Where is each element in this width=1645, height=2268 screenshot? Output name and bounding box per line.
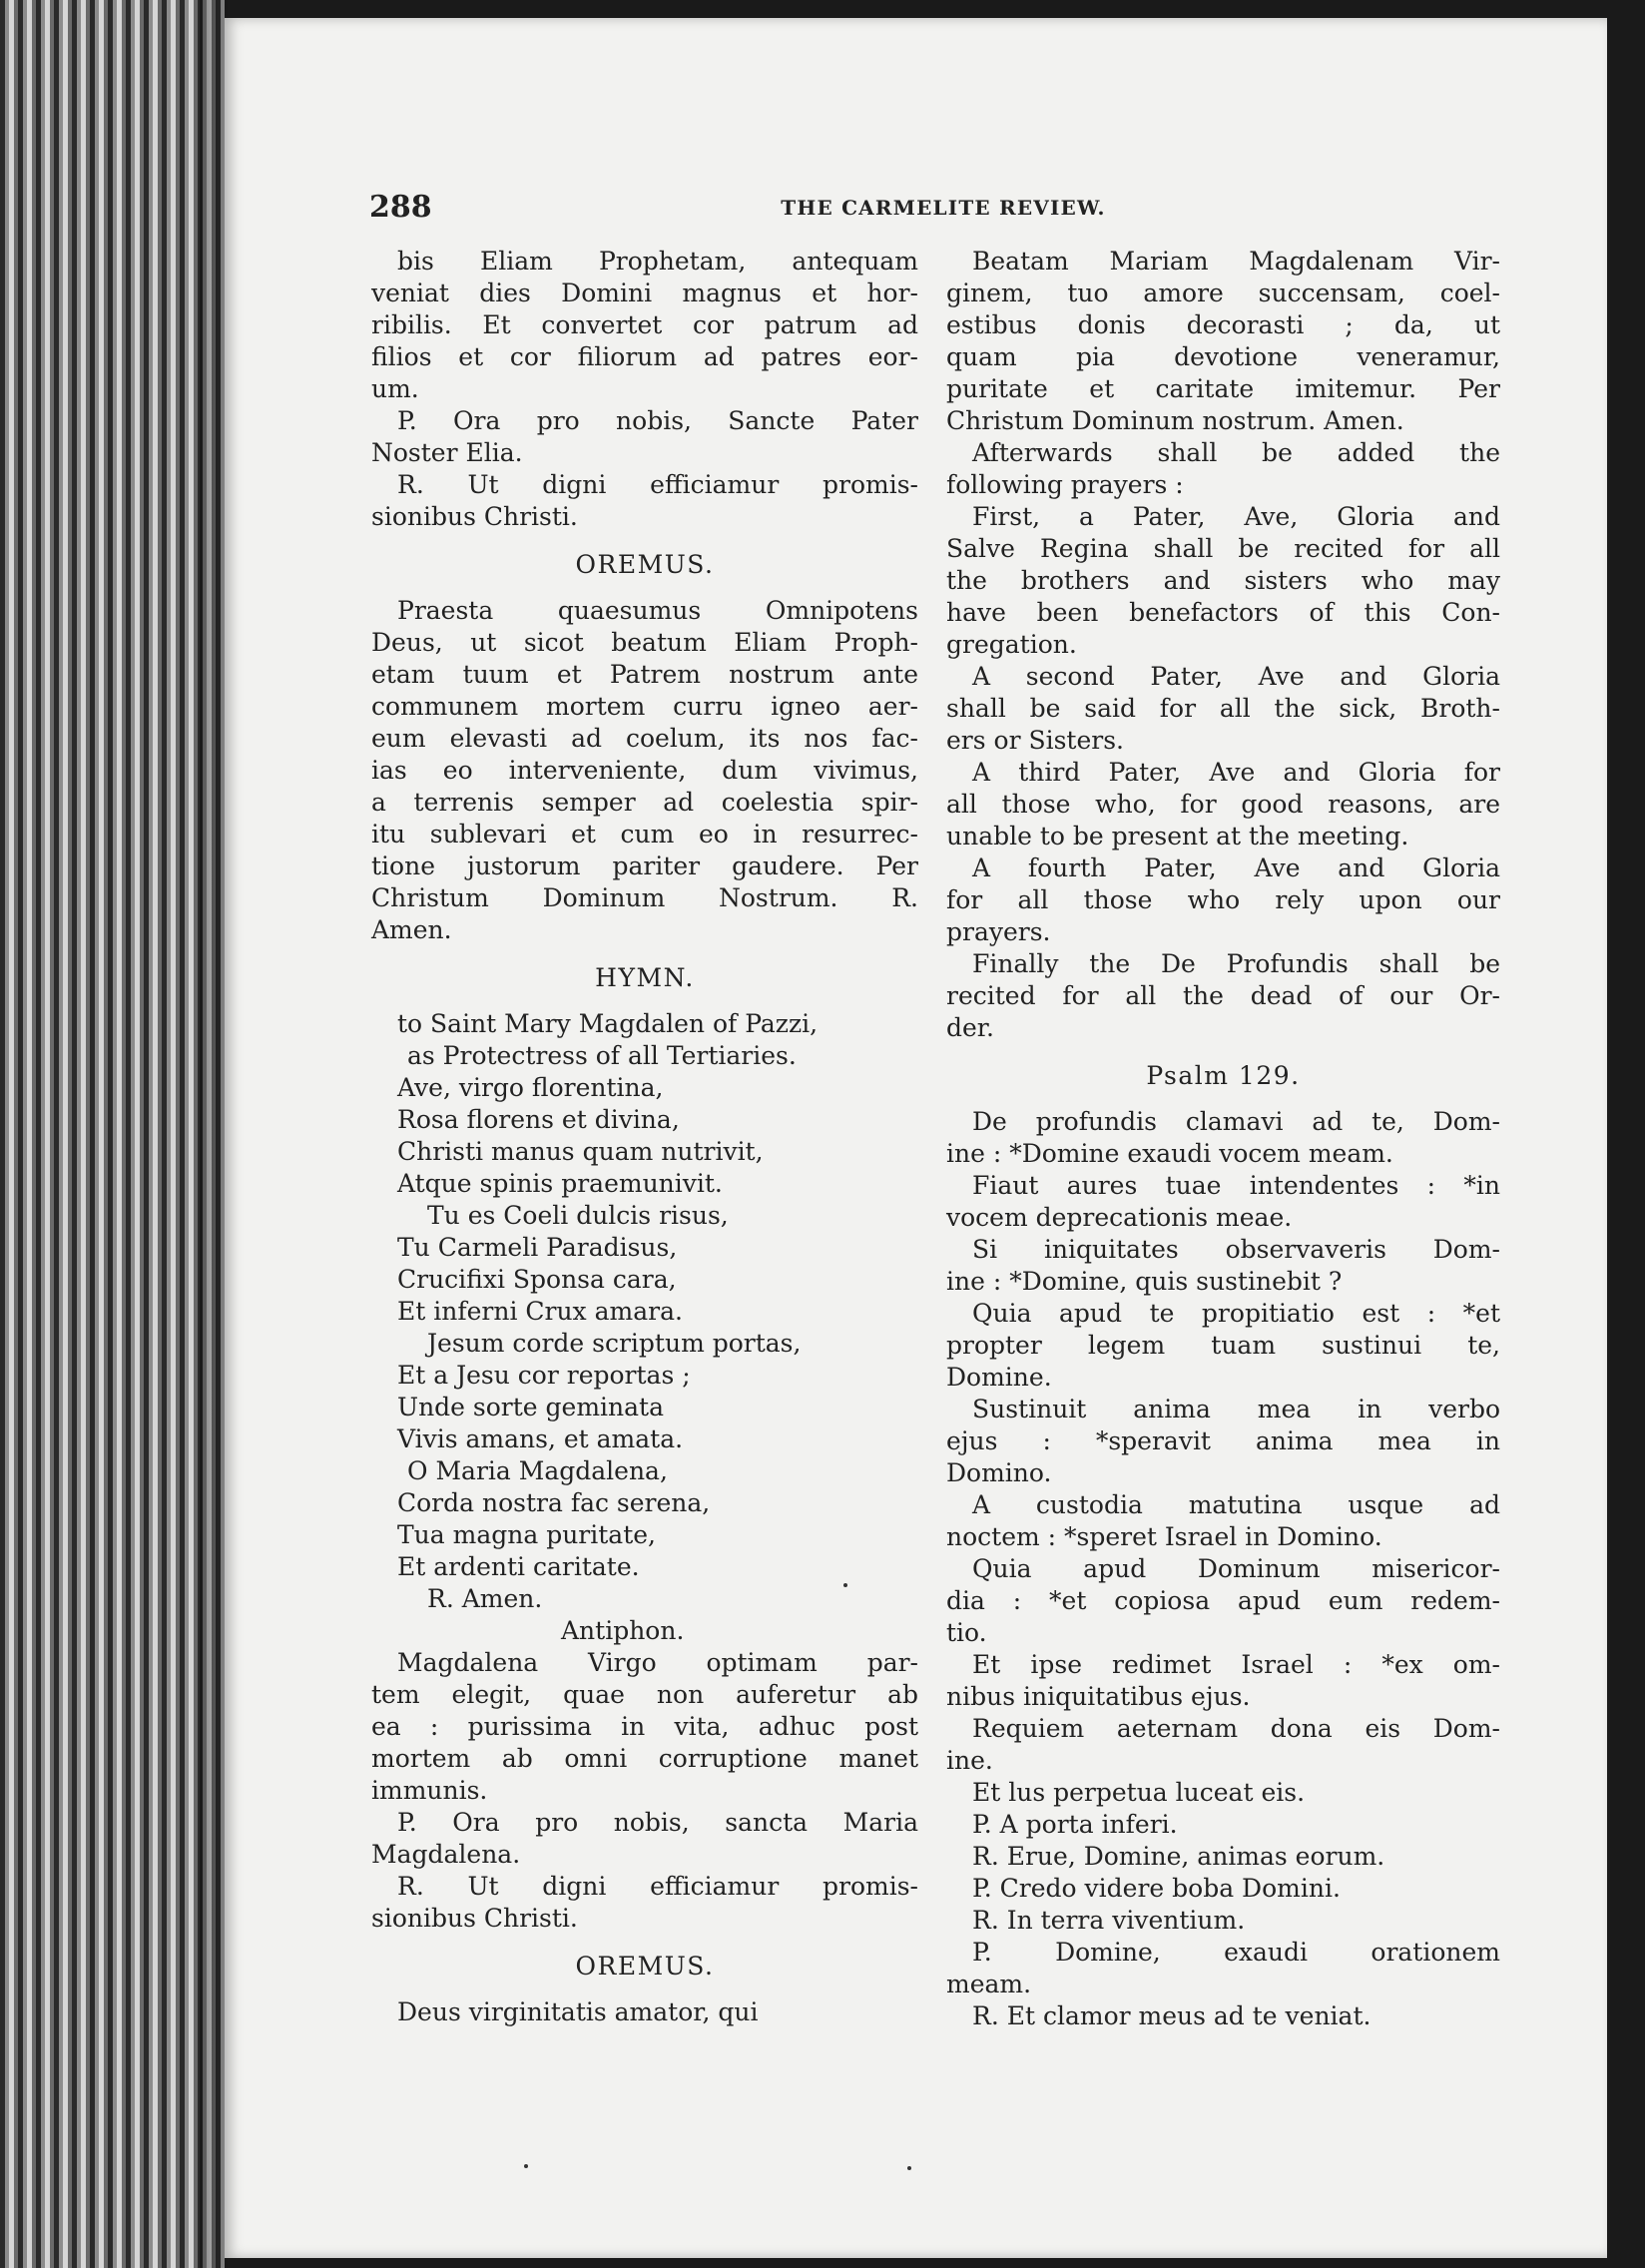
- text-line: ias eo interveniente, dum vivimus,: [371, 756, 918, 785]
- text-line: R. Ut digni efficiamur promis-: [397, 1872, 918, 1901]
- speck-mark: [524, 2164, 528, 2168]
- text-line: dia : *et copiosa apud eum redem-: [946, 1586, 1500, 1615]
- text-line: Finally the De Profundis shall be: [972, 949, 1500, 978]
- text-line: puritate et caritate imitemur. Per: [946, 374, 1500, 403]
- book-page: [225, 18, 1607, 2258]
- speck-mark: [843, 1583, 847, 1587]
- verse-line: Jesum corde scriptum portas,: [427, 1329, 802, 1358]
- text-line: A fourth Pater, Ave and Gloria: [972, 853, 1500, 882]
- text-line: Deus virginitatis amator, qui: [397, 1997, 759, 2026]
- text-line: vocem deprecationis meae.: [946, 1203, 1293, 1232]
- paragraph: [371, 1996, 918, 2028]
- text-line: Et ipse redimet Israel : *ex om-: [972, 1650, 1500, 1679]
- text-line: ejus : *speravit anima mea in: [946, 1426, 1500, 1455]
- text-line: Salve Regina shall be recited for all: [946, 534, 1500, 563]
- paragraph: [371, 1647, 918, 1807]
- text-line: R. Ut digni efficiamur promis-: [397, 470, 918, 499]
- text-line: sionibus Christi.: [371, 502, 578, 531]
- text-line: propter legem tuam sustinui te,: [946, 1331, 1500, 1360]
- text-line: quam pia devotione veneramur,: [946, 342, 1500, 371]
- text-line: etam tuum et Patrem nostrum ante: [371, 660, 918, 689]
- paragraph: [371, 1807, 918, 1871]
- text-line: Amen.: [371, 915, 452, 944]
- text-line: a terrenis semper ad coelestia spir-: [371, 788, 918, 817]
- text-line: bis Eliam Prophetam, antequam: [397, 247, 918, 276]
- paragraph: [946, 852, 1500, 948]
- paragraph: [371, 405, 918, 469]
- text-line: meam.: [946, 1970, 1032, 1998]
- text-line: P. Ora pro nobis, Sancte Pater: [397, 406, 918, 435]
- text-line: Fiaut aures tuae intendentes : *in: [972, 1171, 1500, 1200]
- paragraph: [371, 246, 918, 405]
- text-line: for all those who rely upon our: [946, 885, 1500, 914]
- paragraph: [946, 661, 1500, 757]
- paragraph: [946, 1937, 1500, 2000]
- text-line: tio.: [946, 1618, 987, 1647]
- text-line: gregation.: [946, 630, 1077, 659]
- text-line: P. Credo videre boba Domini.: [972, 1874, 1341, 1903]
- text-line: Quia apud te propitiatio est : *et: [972, 1299, 1500, 1328]
- text-line: have been benefactors of this Con-: [946, 598, 1500, 627]
- text-line: shall be said for all the sick, Broth-: [946, 694, 1500, 723]
- text-line: Magdalena.: [371, 1840, 521, 1869]
- text-line: R. Erue, Domine, animas eorum.: [972, 1842, 1385, 1871]
- section-heading: Psalm 129.: [1146, 1061, 1301, 1090]
- paragraph: [946, 1106, 1500, 1170]
- text-line: tem elegit, quae non auferetur ab: [371, 1680, 918, 1709]
- text-line: P. Domine, exaudi orationem: [972, 1938, 1500, 1967]
- paragraph: [946, 1234, 1500, 1298]
- verse-line: Et inferni Crux amara.: [397, 1297, 683, 1326]
- text-line: following prayers :: [946, 470, 1184, 499]
- paragraph: [946, 1873, 1500, 1905]
- paragraph: [946, 437, 1500, 501]
- verse-line: Ave, virgo florentina,: [397, 1073, 664, 1102]
- paragraph: [946, 1553, 1500, 1649]
- text-line: eum elevasti ad coelum, its nos fac-: [371, 724, 918, 753]
- verse-line: R. Amen.: [427, 1584, 543, 1613]
- verse-line: as Protectress of all Tertiaries.: [407, 1041, 797, 1070]
- text-line: A second Pater, Ave and Gloria: [972, 662, 1500, 691]
- verse-line: Rosa florens et divina,: [397, 1105, 680, 1134]
- text-line: der.: [946, 1013, 994, 1042]
- verse-line: Crucifixi Sponsa cara,: [397, 1265, 677, 1294]
- text-line: Praesta quaesumus Omnipotens: [397, 596, 918, 625]
- text-line: Si iniquitates observaveris Dom-: [972, 1235, 1500, 1264]
- verse-line: Tu Carmeli Paradisus,: [397, 1233, 678, 1262]
- verse-line: Corda nostra fac serena,: [397, 1488, 711, 1517]
- text-line: R. Et clamor meus ad te veniat.: [972, 2001, 1371, 2030]
- text-line: recited for all the dead of our Or-: [946, 981, 1500, 1010]
- hymn-verse: [371, 1008, 918, 1647]
- paragraph: [946, 1489, 1500, 1553]
- verse-line: Et ardenti caritate.: [397, 1552, 640, 1581]
- verse-line: Et a Jesu cor reportas ;: [397, 1361, 691, 1390]
- section-heading: OREMUS.: [575, 550, 715, 579]
- paragraph: [946, 757, 1500, 852]
- text-line: itu sublevari et cum eo in resurrec-: [371, 820, 918, 849]
- text-line: prayers.: [946, 917, 1051, 946]
- text-line: estibus donis decorasti ; da, ut: [946, 310, 1500, 339]
- verse-line: Vivis amans, et amata.: [397, 1424, 684, 1453]
- text-line: R. In terra viventium.: [972, 1906, 1246, 1935]
- paragraph: [946, 1713, 1500, 1777]
- verse-line: Christi manus quam nutrivit,: [397, 1137, 764, 1166]
- text-line: ribilis. Et convertet cor patrum ad: [371, 310, 918, 339]
- text-line: nibus iniquitatibus ejus.: [946, 1682, 1251, 1711]
- text-line: the brothers and sisters who may: [946, 566, 1500, 595]
- verse-line: Tu es Coeli dulcis risus,: [427, 1201, 729, 1230]
- text-line: Requiem aeternam dona eis Dom-: [972, 1714, 1500, 1743]
- right-column: [946, 246, 1500, 2032]
- paragraph: [946, 246, 1500, 437]
- text-line: ine : *Domine, quis sustinebit ?: [946, 1267, 1343, 1296]
- text-line: um.: [371, 374, 419, 403]
- text-line: A third Pater, Ave and Gloria for: [972, 758, 1500, 787]
- paragraph: [946, 948, 1500, 1044]
- paragraph: [946, 1170, 1500, 1234]
- text-line: all those who, for good reasons, are: [946, 790, 1500, 819]
- text-line: veniat dies Domini magnus et hor-: [371, 279, 918, 307]
- verse-line: Atque spinis praemunivit.: [397, 1169, 723, 1198]
- text-line: sionibus Christi.: [371, 1904, 578, 1933]
- text-line: ginem, tuo amore succensam, coel-: [946, 279, 1500, 307]
- paragraph: [946, 1298, 1500, 1394]
- speck-mark: [907, 2166, 911, 2170]
- text-line: Afterwards shall be added the: [972, 438, 1500, 467]
- page-number: 288: [369, 190, 432, 225]
- verse-line: Tua magna puritate,: [397, 1520, 656, 1549]
- paragraph: [946, 1809, 1500, 1841]
- verse-line: O Maria Magdalena,: [407, 1456, 668, 1485]
- verse-line: Antiphon.: [561, 1616, 685, 1645]
- text-line: Magdalena Virgo optimam par-: [397, 1648, 918, 1677]
- text-line: filios et cor filiorum ad patres eor-: [371, 342, 918, 371]
- section-heading: OREMUS.: [575, 1952, 715, 1981]
- paragraph: [371, 595, 918, 946]
- text-line: noctem : *speret Israel in Domino.: [946, 1522, 1382, 1551]
- text-line: Domine.: [946, 1363, 1052, 1392]
- paragraph: [371, 469, 918, 533]
- text-line: tione justorum pariter gaudere. Per: [371, 851, 918, 880]
- running-head: THE CARMELITE REVIEW.: [781, 196, 1106, 220]
- text-line: Sustinuit anima mea in verbo: [972, 1395, 1500, 1423]
- text-line: Quia apud Dominum misericor-: [972, 1554, 1500, 1583]
- paragraph: [946, 1777, 1500, 1809]
- paragraph: [946, 1905, 1500, 1937]
- text-line: communem mortem curru igneo aer-: [371, 692, 918, 721]
- text-line: immunis.: [371, 1776, 488, 1805]
- text-line: Domino.: [946, 1458, 1052, 1487]
- text-line: P. Ora pro nobis, sancta Maria: [397, 1808, 918, 1837]
- left-column: [371, 246, 918, 2028]
- text-line: First, a Pater, Ave, Gloria and: [972, 502, 1500, 531]
- text-line: ers or Sisters.: [946, 726, 1124, 755]
- page-header: [369, 190, 1517, 234]
- text-line: Noster Elia.: [371, 438, 523, 467]
- text-line: ea : purissima in vita, adhuc post: [371, 1712, 918, 1741]
- paragraph: [371, 1871, 918, 1935]
- text-line: Deus, ut sicot beatum Eliam Proph-: [371, 628, 918, 657]
- paragraph: [946, 501, 1500, 661]
- text-line: unable to be present at the meeting.: [946, 822, 1409, 850]
- text-line: Beatam Mariam Magdalenam Vir-: [972, 247, 1500, 276]
- text-line: Christum Dominum nostrum. Amen.: [946, 406, 1404, 435]
- text-line: ine.: [946, 1746, 993, 1775]
- text-line: P. A porta inferi.: [972, 1810, 1178, 1839]
- section-heading: HYMN.: [595, 963, 695, 992]
- verse-line: Unde sorte geminata: [397, 1393, 664, 1421]
- paragraph: [946, 1649, 1500, 1713]
- text-line: ine : *Domine exaudi vocem meam.: [946, 1139, 1393, 1168]
- verse-line: to Saint Mary Magdalen of Pazzi,: [397, 1009, 819, 1038]
- text-line: mortem ab omni corruptione manet: [371, 1744, 918, 1773]
- paragraph: [946, 2000, 1500, 2032]
- text-line: Christum Dominum Nostrum. R.: [371, 883, 918, 912]
- book-binding-edge: [0, 0, 225, 2268]
- text-line: De profundis clamavi ad te, Dom-: [972, 1107, 1500, 1136]
- paragraph: [946, 1841, 1500, 1873]
- text-line: Et lus perpetua luceat eis.: [972, 1778, 1306, 1807]
- text-line: A custodia matutina usque ad: [972, 1490, 1500, 1519]
- paragraph: [946, 1394, 1500, 1489]
